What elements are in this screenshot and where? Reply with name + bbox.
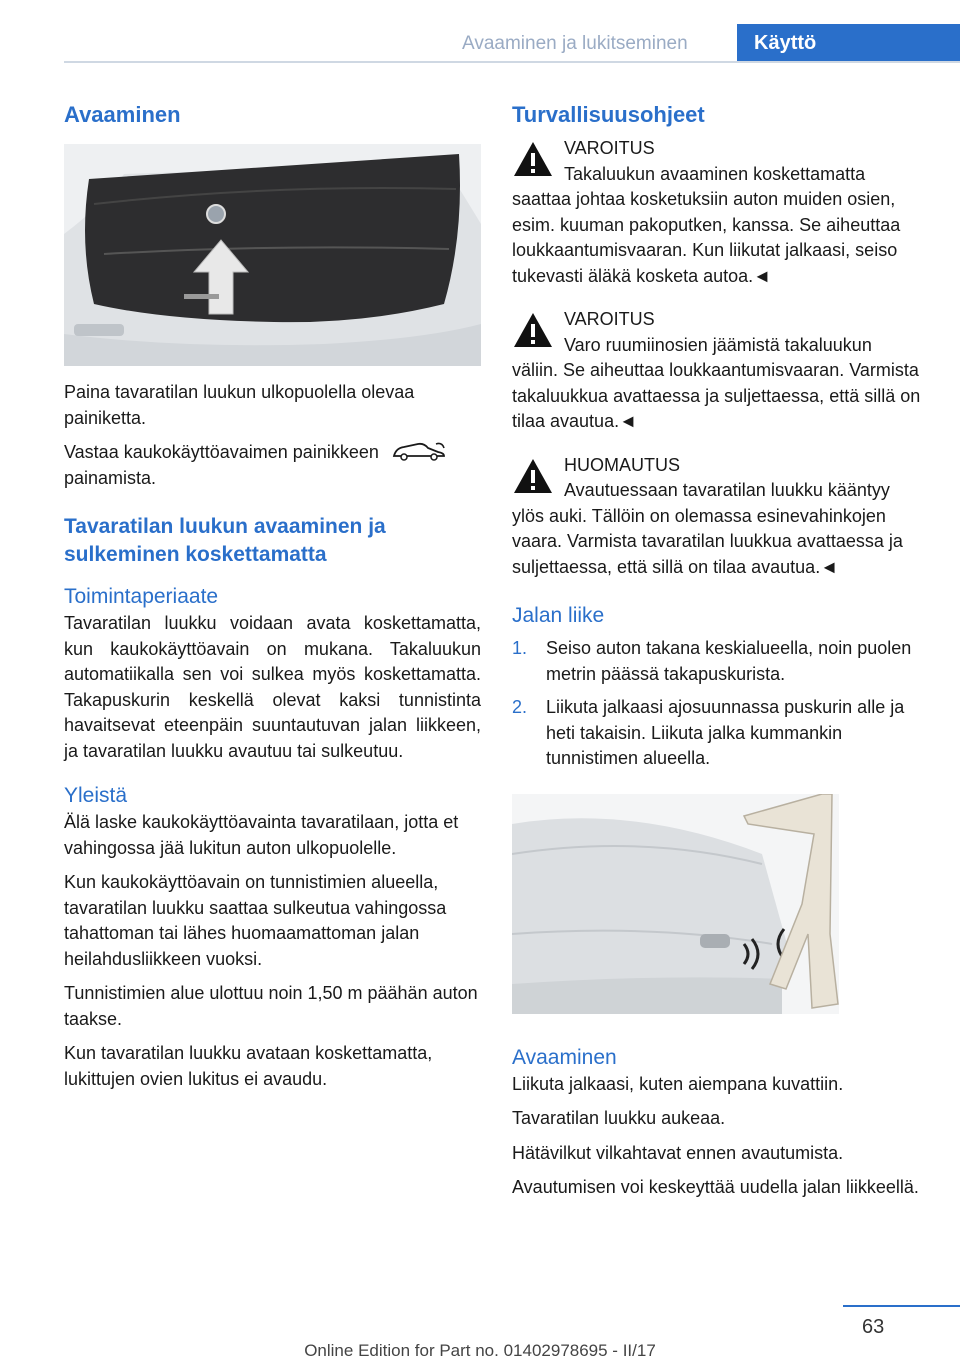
warning-block-2 [512,307,928,435]
warning-triangle-icon [512,311,554,349]
foot-gesture-illustration [512,794,839,1014]
heading-touchless [64,513,481,569]
heading-touchless-line-2: sulkeminen koskettamatta [64,543,327,566]
warning-2-label: VAROITUS [564,309,655,329]
paragraph-open-4: Avautumisen voi keskeyttää uudella jalan liikkeellä. [512,1177,919,1197]
warning-block-1 [512,136,928,289]
notice-block [512,453,928,581]
notice-tail: ylös auki. Tällöin on olemassa esinevahinkojen vaara. Varmista tavaratilan luukkua avattaessa ja suljettaessa, että sillä on tilaa avautua.◄ [512,505,903,577]
paragraph-remote [64,440,481,491]
trunk-lid-illustration [64,144,481,366]
heading-safety: Turvallisuusohjeet [512,102,705,127]
foot-gesture-image [512,794,839,1014]
notice-text: Avautuessaan tavaratilan luukku kääntyy [564,480,890,500]
steps-list [512,636,928,772]
warning-2-text: Varo ruumiinosien jäämistä takaluukun [564,334,872,355]
trunk-lid-image [64,144,481,366]
paragraph-principle: Tavaratilan luukku voidaan avata koskettamatta, kun kaukokäyttöavain on mukana. Takaluukun automatiikalla sen voi sulkea myös koskettamatta. Takapuskurin keskellä olevat kaksi tunnistinta havaitsevat eteenpäin suuntautuvan jalan liikkeen, ja tavaratilan luukku avautuu tai sulkeutuu. [64,613,481,761]
paragraph-general-1: Älä laske kaukokäyttöavainta tavaratilaan, jotta et vahingossa jää lukitun auton ulkopuolelle. [64,812,459,858]
header-divider [64,61,960,63]
heading-opening-2: Avaaminen [512,1045,617,1069]
warning-1-tail: saattaa johtaa kosketuksiin auton muiden osien, esim. kuuman pakoputken, kanssa. Se aiheuttaa loukkaantumisvaaran. Kun liikutat jalkaasi, seiso tukevasti äläkä kosketa autoa.◄ [512,189,901,286]
warning-triangle-icon [512,457,554,495]
heading-foot-movement: Jalan liike [512,604,605,627]
heading-touchless-line-1: Tavaratilan luukun avaaminen ja [64,515,386,538]
step-text: Liikuta jalkaasi ajosuunnassa puskurin alle ja heti takaisin. Liikuta jalka kummankin tunnistimen alueella. [546,697,905,768]
running-header-section: Avaaminen ja lukitseminen [462,33,688,54]
left-column [64,100,481,1101]
heading-opening: Avaaminen [64,102,181,127]
step-text: Seiso auton takana keskialueella, noin puolen metrin päässä takapuskurista. [546,638,912,684]
list-item [512,636,928,687]
paragraph-remote-a: Vastaa kaukokäyttöavaimen painikkeen [64,442,379,462]
paragraph-open-1: Liikuta jalkaasi, kuten aiempana kuvattiin. [512,1073,844,1094]
paragraph-open-3: Hätävilkut vilkahtavat ennen avautumista. [512,1142,844,1163]
page-number-rule [843,1305,960,1307]
warning-1-text: Takaluukun avaaminen koskettamatta [564,163,866,184]
warning-triangle-icon [512,140,554,178]
running-header-chapter: Käyttö [737,24,960,63]
heading-general: Yleistä [64,784,128,807]
paragraph-remote-b: painamista. [64,467,157,488]
paragraph-general-4: Kun tavaratilan luukku avataan koskettamatta, lukittujen ovien lukitus ei avaudu. [64,1043,433,1089]
right-column [512,100,928,1210]
list-item [512,695,928,772]
paragraph-press-button: Paina tavaratilan luukun ulkopuolella olevaa painiketta. [64,382,415,428]
heading-principle: Toimintaperiaate [64,585,219,608]
footer-edition: Online Edition for Part no. 01402978695 - II/17 [304,1341,656,1360]
notice-label: HUOMAUTUS [564,454,680,475]
warning-1-label: VAROITUS [564,138,655,158]
warning-2-tail: väliin. Se aiheuttaa loukkaantumisvaaran. Varmista takaluukkua avattaessa ja suljettaessa, että sillä on tilaa avautua.◄ [512,360,921,431]
paragraph-open-2: Tavaratilan luukku aukeaa. [512,1108,726,1128]
paragraph-general-3: Tunnistimien alue ulottuu noin 1,50 m päähän auton taakse. [64,983,478,1029]
page-number: 63 [862,1316,885,1338]
step-number: 2. [512,697,528,717]
car-remote-trunk-icon [390,440,450,462]
paragraph-general-2: Kun kaukokäyttöavain on tunnistimien alueella, tavaratilan luukku saattaa sulkeutua vahingossa tahattoman tai lähes huomaamattoman jalan heilahdusliikkeen vuoksi. [64,872,447,969]
step-number: 1. [512,638,528,658]
